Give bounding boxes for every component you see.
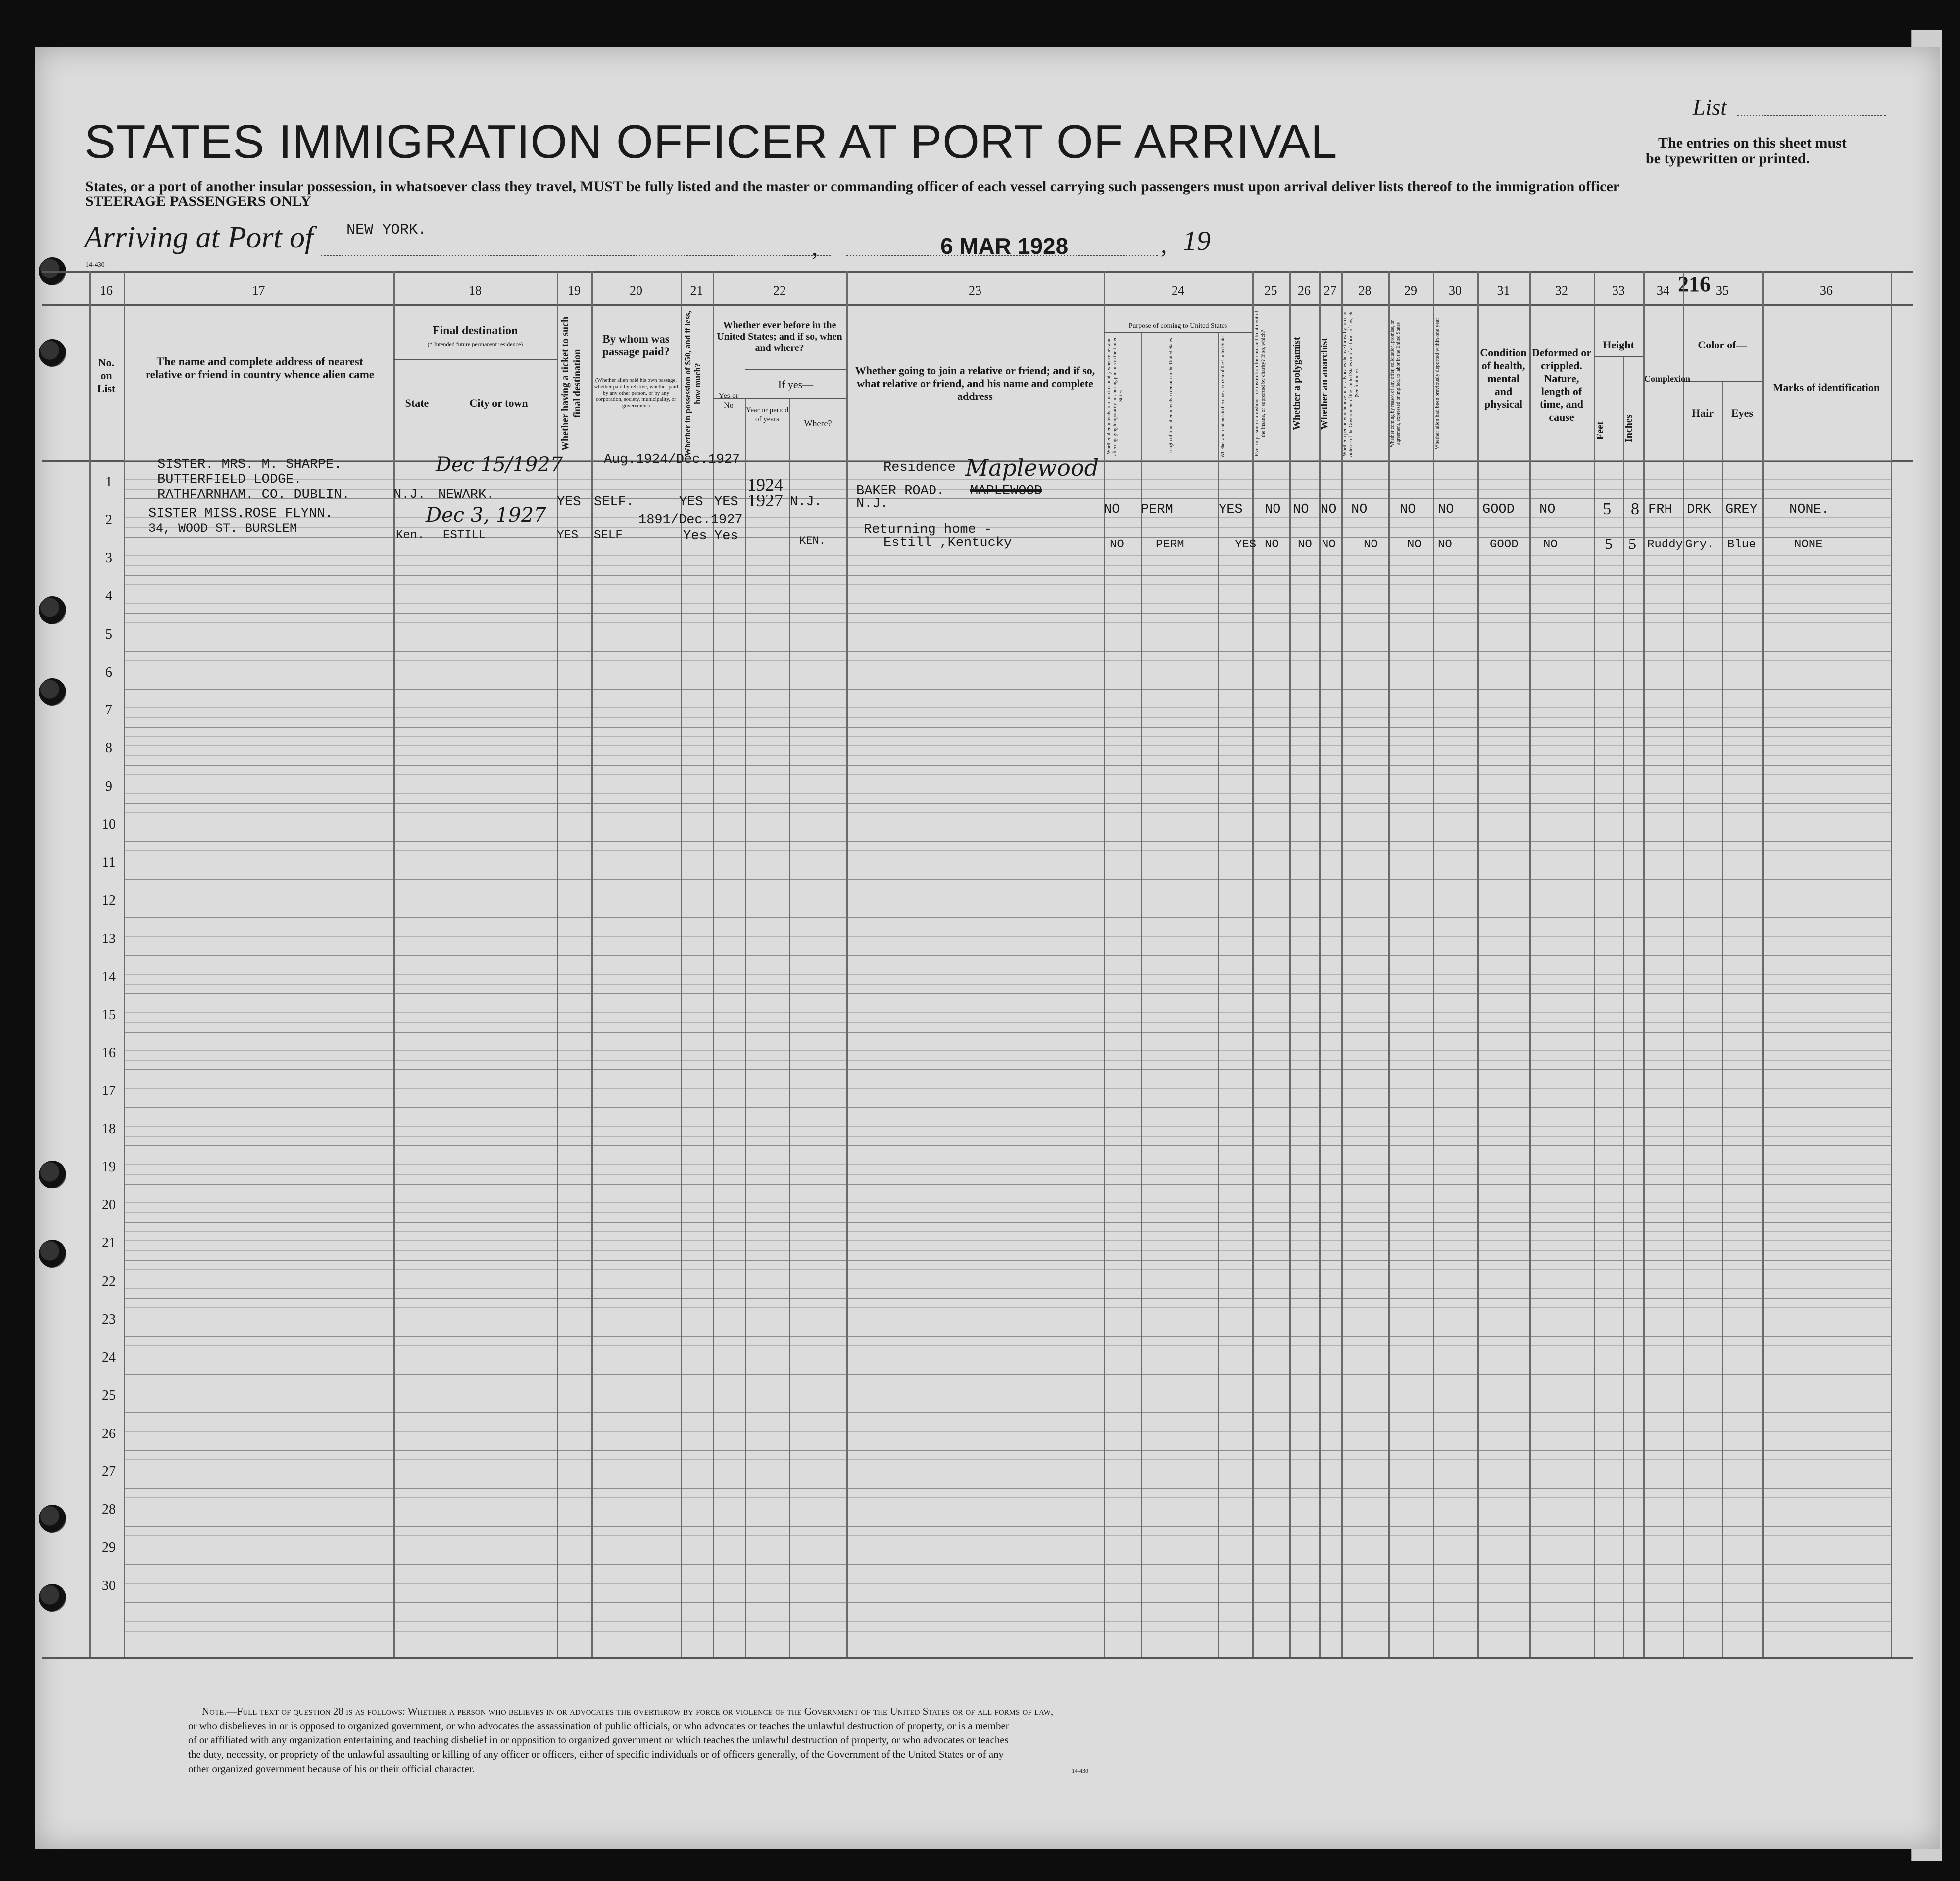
header-complexion: Complexion	[1644, 374, 1691, 384]
row-number: 27	[102, 1464, 116, 1479]
row-subrule	[124, 1583, 1891, 1584]
row-subrule	[124, 565, 1891, 566]
entry1-join-line2: BAKER ROAD.	[856, 484, 945, 498]
form-number: 14-430	[85, 261, 105, 269]
entry1-ticket: YES	[557, 495, 581, 510]
row-subrule	[124, 1212, 1891, 1213]
row-subrule	[124, 936, 1891, 937]
entries-note-1: The entries on this sheet must	[1658, 135, 1847, 151]
port-line	[321, 255, 831, 256]
row-number: 12	[102, 893, 116, 908]
row-rule	[124, 841, 1891, 842]
row-rule	[124, 879, 1891, 880]
footnote-line-4: the duty, necessity, or propriety of the unlawful assaulting or killing of any officer or officers, either of specific individuals or of officers generally, of the Government of the United States or of any	[188, 1748, 1004, 1760]
class-line: STEERAGE PASSENGERS ONLY	[85, 193, 311, 209]
sheet-number: 216	[1678, 272, 1711, 296]
row-subrule	[124, 1164, 1891, 1165]
row-rule	[124, 803, 1891, 804]
header-q28: Whether a person who believes in or advocates the overthrow by force or violence of the Government of the United States or of all forms of law, etc. (See footnote)	[1342, 309, 1360, 458]
row-rule	[124, 993, 1891, 994]
entry2-before-where: KEN.	[799, 535, 826, 547]
header-color-of: Color of—	[1698, 339, 1747, 351]
entry2-anarchist: NO	[1322, 538, 1336, 551]
row-rule	[124, 765, 1891, 766]
entry1-q29: NO	[1400, 502, 1416, 517]
row-rule	[124, 1260, 1891, 1261]
entry2-before-yesno: Yes	[714, 529, 738, 544]
row-subrule	[124, 774, 1891, 775]
row-subrule	[124, 660, 1891, 661]
col-num-22: 22	[773, 283, 786, 297]
row-rule	[124, 1412, 1891, 1413]
header-marks: Marks of identification	[1772, 381, 1880, 394]
col-num-34: 34	[1657, 283, 1669, 297]
header-final-destination: Final destination	[432, 324, 518, 337]
col-num-17: 17	[252, 283, 265, 297]
row-number: 5	[105, 627, 112, 642]
footnote-line-2: or who disbelieves in or is opposed to organized government, or who advocates the assassination of public officials, or who advocates or teaches the unlawful destruction of property, or is a member	[188, 1720, 1009, 1732]
table-top-rule	[42, 271, 1913, 273]
footnote-line-5: other organized government because of his or their official character.	[188, 1763, 475, 1775]
row-subrule	[124, 1050, 1891, 1051]
entry1-join-handwritten: Maplewood	[965, 454, 1099, 481]
punch-hole	[39, 339, 66, 367]
row-rule	[124, 917, 1891, 918]
entry1-complexion: FRH	[1648, 502, 1672, 517]
row-number: 21	[102, 1236, 116, 1251]
row-subrule	[124, 1269, 1891, 1270]
entry1-marks: NONE.	[1789, 502, 1830, 517]
col-num-25: 25	[1264, 283, 1277, 297]
row-subrule	[124, 1022, 1891, 1023]
row-number: 20	[102, 1197, 116, 1213]
entry1-before-yesno: YES	[714, 495, 738, 510]
row-rule	[124, 1374, 1891, 1375]
row-rule	[124, 1488, 1891, 1489]
punch-hole	[39, 1584, 66, 1612]
punch-hole	[39, 1161, 66, 1188]
header-state: State	[405, 397, 429, 409]
row-subrule	[124, 1307, 1891, 1308]
header-join-relative: Whether going to join a relative or friend; and if so, what relative or friend, and his name and complete address	[855, 364, 1095, 402]
date-stamp: 6 MAR 1928	[940, 233, 1069, 259]
row-rule	[124, 689, 1891, 690]
row-subrule	[124, 527, 1891, 528]
entry2-health: GOOD	[1490, 538, 1519, 551]
row-rule	[124, 1069, 1891, 1070]
row-rule	[124, 1107, 1891, 1108]
entry2-complexion: Ruddy	[1647, 538, 1683, 551]
row-rule	[124, 1184, 1891, 1185]
punch-hole	[39, 678, 66, 706]
entry2-prison: NO	[1265, 538, 1279, 551]
entry2-money: Yes	[683, 529, 707, 544]
page-title: STATES IMMIGRATION OFFICER AT PORT OF ARRIVAL	[84, 115, 1338, 168]
row-rule	[124, 1222, 1891, 1223]
entry1-inches: 8	[1631, 500, 1639, 518]
row-number: 15	[102, 1007, 116, 1023]
row-subrule	[124, 745, 1891, 746]
col-num-24: 24	[1172, 283, 1184, 297]
col-num-21: 21	[690, 283, 703, 297]
entry1-q30: NO	[1438, 502, 1454, 517]
header-height: Height	[1603, 339, 1634, 351]
entry1-before-years-2: 1927	[747, 491, 783, 510]
row-number: 17	[102, 1083, 116, 1098]
header-paid-by-note: (Whether alien paid his own passage, whether paid by relative, whether paid by any other person, or by any corporation, society, municipality, or government)	[594, 377, 678, 409]
col-num-35: 35	[1716, 283, 1729, 297]
row-number: 11	[102, 855, 116, 870]
entry1-join-line1: Residence	[883, 460, 956, 475]
row-subrule	[124, 517, 1891, 518]
entry2-join-line2: Estill ,Kentucky	[883, 536, 1012, 550]
header-where: Where?	[804, 418, 832, 428]
header-purpose: Purpose of coming to United States	[1128, 322, 1227, 330]
row-number: 1	[105, 474, 112, 490]
row-number: 4	[105, 589, 112, 604]
header-before-us: Whether ever before in the United States; and if so, when and where?	[717, 320, 842, 353]
col-num-26: 26	[1298, 283, 1311, 297]
row-number: 25	[102, 1388, 116, 1403]
entry2-return: NO	[1110, 538, 1124, 551]
row-subrule	[124, 1431, 1891, 1432]
row-rule	[124, 1145, 1891, 1146]
row-number: 29	[102, 1540, 116, 1555]
entry1-handwritten-date: Dec 15/1927	[436, 453, 563, 476]
entry2-citizen: YES	[1235, 538, 1257, 551]
row-number: 16	[102, 1045, 116, 1061]
row-subrule	[124, 622, 1891, 623]
entry1-polygamist: NO	[1293, 502, 1309, 517]
manifest-sheet	[35, 47, 1940, 1849]
col-num-32: 32	[1555, 283, 1568, 297]
header-year: Year or period of years	[746, 406, 788, 423]
row-subrule	[124, 717, 1891, 718]
entry1-length: PERM	[1141, 502, 1173, 517]
col-num-20: 20	[630, 283, 642, 297]
entry1-deformed: NO	[1539, 502, 1556, 517]
entry2-q28: NO	[1364, 538, 1378, 551]
header-deformed: Deformed or crippled. Nature, length of time, and cause	[1531, 346, 1592, 423]
header-final-destination-note: (* Intended future permanent residence)	[427, 341, 523, 347]
table-bottom-rule	[42, 1657, 1913, 1659]
header-purpose-return: Whether alien intends to return to country whence he came after engaging temporarily in laboring pursuits in the United States	[1106, 336, 1124, 456]
col-number-rule	[42, 304, 1913, 306]
row-number: 22	[102, 1274, 116, 1289]
entry2-before-dates: 1891/Dec.1927	[638, 513, 743, 528]
header-purpose-citizen: Whether alien intends to become a citizen of the United States	[1220, 334, 1225, 458]
entry1-money: YES	[679, 495, 703, 510]
footnote-label-text: Note.	[202, 1705, 227, 1717]
entry1-relative-line2: BUTTERFIELD LODGE.	[157, 472, 302, 487]
row-subrule	[124, 793, 1891, 794]
header-money: Whether in possession of $50, and if less, how much?	[683, 311, 702, 456]
row-subrule	[124, 1621, 1891, 1622]
footnote-line-3: of or affiliated with any organization entertaining and teaching disbelief in or opposition to organized government or which teaches the unlawful destruction of property, or who advocates or teaches	[188, 1734, 1009, 1746]
header-yes-or-no: Yes or No	[718, 392, 739, 410]
col-num-30: 30	[1449, 283, 1462, 297]
row-subrule	[124, 584, 1891, 585]
punch-hole	[39, 596, 66, 624]
entry1-join-struck: MAPLEWOOD	[970, 484, 1042, 498]
header-anarchist: Whether an anarchist	[1319, 338, 1330, 430]
header-feet: Feet	[1595, 421, 1606, 440]
row-number: 7	[105, 702, 112, 718]
entry2-ticket: YES	[557, 529, 579, 542]
row-number: 8	[105, 741, 112, 756]
row-subrule	[124, 1174, 1891, 1175]
entry1-feet: 5	[1603, 500, 1611, 518]
row-subrule	[124, 1088, 1891, 1089]
row-subrule	[124, 974, 1891, 975]
entry2-marks: NONE	[1794, 538, 1823, 551]
row-number: 2	[105, 512, 112, 528]
footnote-note-label	[202, 1705, 1053, 1718]
entry1-state: N.J.	[393, 488, 426, 502]
row-number: 30	[102, 1578, 116, 1593]
row-number: 18	[102, 1121, 116, 1137]
row-subrule	[124, 1240, 1891, 1241]
entry1-q28: NO	[1351, 502, 1368, 517]
row-subrule	[124, 1136, 1891, 1137]
row-number: 13	[102, 931, 116, 946]
row-number: 9	[105, 779, 112, 794]
header-city: City or town	[469, 397, 528, 409]
entry2-paid-by: SELF	[594, 529, 623, 542]
punch-hole	[39, 1240, 66, 1268]
list-number-line	[1737, 115, 1886, 116]
col-num-19: 19	[568, 283, 581, 297]
row-subrule	[124, 707, 1891, 708]
col-num-16: 16	[100, 283, 113, 297]
row-rule	[124, 613, 1891, 614]
row-subrule	[124, 1250, 1891, 1251]
entry2-relative-line1: SISTER MISS.ROSE FLYNN.	[148, 506, 333, 521]
header-q30: Whether alien had been previously deported within one year	[1434, 318, 1440, 449]
row-number: 28	[102, 1502, 116, 1517]
entry1-city: NEWARK.	[438, 488, 494, 502]
arriving-label: Arriving at Port of	[84, 221, 314, 254]
row-number: 10	[102, 817, 116, 832]
header-health: Condition of health, mental and physical	[1480, 346, 1527, 410]
row-number: 24	[102, 1350, 116, 1365]
footnote-form-number: 14-430	[1072, 1767, 1088, 1774]
entry2-join-line1: Returning home -	[864, 522, 992, 537]
footnote-line-1: —Full text of question 28 is as follows: Whether a person who believes in or advocates the overthrow by force or violence of the Government of the United States or of all forms of law,	[226, 1705, 1054, 1717]
entry1-relative-line1: SISTER. MRS. M. SHARPE.	[157, 457, 342, 472]
row-rule	[124, 727, 1891, 728]
header-q29: Whether coming by reason of any offer, solicitation, promise, or agreement, expressed or implied, to labor in the United States	[1390, 320, 1401, 447]
row-subrule	[124, 603, 1891, 604]
row-subrule	[124, 984, 1891, 985]
row-rule	[124, 955, 1891, 956]
col-num-18: 18	[469, 283, 482, 297]
col-num-28: 28	[1358, 283, 1372, 297]
header-purpose-length: Length of time alien intends to remain in the United States	[1168, 338, 1174, 454]
entry2-q30: NO	[1438, 538, 1452, 551]
entry2-city: ESTILL	[443, 529, 486, 542]
col-num-31: 31	[1497, 283, 1510, 297]
year-prefix: 19	[1183, 226, 1211, 256]
row-subrule	[124, 736, 1891, 737]
entry2-hair: Gry.	[1685, 538, 1714, 551]
entry2-feet: 5	[1605, 535, 1613, 552]
entry1-before-where: N.J.	[790, 495, 822, 510]
row-rule	[124, 1336, 1891, 1337]
row-rule	[124, 1032, 1891, 1033]
entry1-return: NO	[1104, 502, 1120, 517]
header-eyes: Eyes	[1731, 407, 1753, 419]
header-prison: Ever in prison or almshouse or institution for care and treatment of the insane, or supported by charity? If so, which?	[1254, 310, 1266, 457]
entry1-relative-line3: RATHFARNHAM. CO. DUBLIN.	[157, 488, 350, 502]
row-number: 23	[102, 1312, 116, 1327]
entry2-deformed: NO	[1543, 538, 1558, 551]
row-subrule	[124, 1345, 1891, 1346]
header-polygamist: Whether a polygamist	[1291, 337, 1302, 431]
row-rule	[124, 1564, 1891, 1565]
header-if-yes: If yes—	[778, 378, 814, 391]
entry1-eyes: GREY	[1725, 502, 1758, 517]
row-rule	[124, 575, 1891, 576]
col-num-33: 33	[1612, 283, 1625, 297]
entry1-before-dates: Aug.1924/Dec.1927	[604, 452, 740, 467]
col-num-27: 27	[1323, 283, 1337, 297]
row-rule	[124, 1450, 1891, 1451]
row-subrule	[124, 1631, 1891, 1632]
header-hair: Hair	[1692, 407, 1714, 419]
entry1-join-line3: N.J.	[856, 497, 888, 512]
header-inches: Inches	[1623, 414, 1634, 442]
entry1-prison: NO	[1265, 502, 1281, 517]
row-subrule	[124, 1231, 1891, 1232]
row-number: 6	[105, 665, 112, 680]
row-number: 26	[102, 1426, 116, 1441]
row-subrule	[124, 1459, 1891, 1460]
row-rule	[124, 1298, 1891, 1299]
entry1-health: GOOD	[1482, 502, 1515, 517]
header-relative: The name and complete address of nearest relative or friend in country whence alien came	[145, 355, 375, 381]
row-subrule	[124, 1060, 1891, 1061]
row-number: 3	[105, 550, 112, 566]
entry1-hair: DRK	[1687, 502, 1711, 517]
header-ticket: Whether having a ticket to such final destination	[560, 316, 583, 451]
row-subrule	[124, 755, 1891, 756]
row-rule	[124, 1602, 1891, 1603]
row-subrule	[124, 555, 1891, 556]
entry1-anarchist: NO	[1321, 502, 1337, 517]
row-subrule	[124, 1497, 1891, 1498]
entry2-polygamist: NO	[1298, 538, 1312, 551]
entry1-citizen: YES	[1219, 502, 1243, 517]
list-label: List	[1693, 95, 1727, 120]
row-rule	[124, 651, 1891, 652]
row-rule	[124, 498, 1891, 499]
entry1-paid-by: SELF.	[594, 495, 635, 510]
col-num-29: 29	[1404, 283, 1417, 297]
col-num-23: 23	[969, 283, 981, 297]
punch-hole	[39, 1505, 66, 1533]
row-subrule	[124, 1202, 1891, 1203]
entry2-state: Ken.	[396, 529, 425, 542]
entry1-before-years-1: 1924	[747, 475, 783, 495]
header-paid-by: By whom was passage paid?	[602, 333, 670, 358]
row-number: 14	[102, 969, 116, 985]
entry2-eyes: Blue	[1727, 538, 1756, 551]
port-value: NEW YORK.	[346, 222, 427, 239]
col-num-36: 36	[1820, 283, 1833, 297]
page-subtitle: States, or a port of another insular possession, in whatsoever class they travel, MUST be fully listed and the master or commanding officer of each vessel carrying such passengers must upon arrival deliver lists thereof to the immigration officer	[85, 178, 1620, 195]
entry2-relative-line2: 34, WOOD ST. BURSLEM	[148, 521, 297, 536]
row-rule	[124, 1526, 1891, 1527]
entry2-inches: 5	[1628, 535, 1636, 552]
entry2-q29: NO	[1407, 538, 1421, 551]
row-subrule	[124, 1012, 1891, 1013]
row-subrule	[124, 1126, 1891, 1127]
row-number: 19	[102, 1159, 116, 1175]
entries-note-2: be typewritten or printed.	[1646, 150, 1810, 167]
header-no-on-list: No. on List	[97, 356, 116, 395]
entry2-length: PERM	[1156, 538, 1184, 551]
entry2-handwritten-date: Dec 3, 1927	[426, 504, 546, 527]
row-subrule	[124, 812, 1891, 813]
row-subrule	[124, 1535, 1891, 1536]
row-subrule	[124, 850, 1891, 851]
row-subrule	[124, 1288, 1891, 1289]
